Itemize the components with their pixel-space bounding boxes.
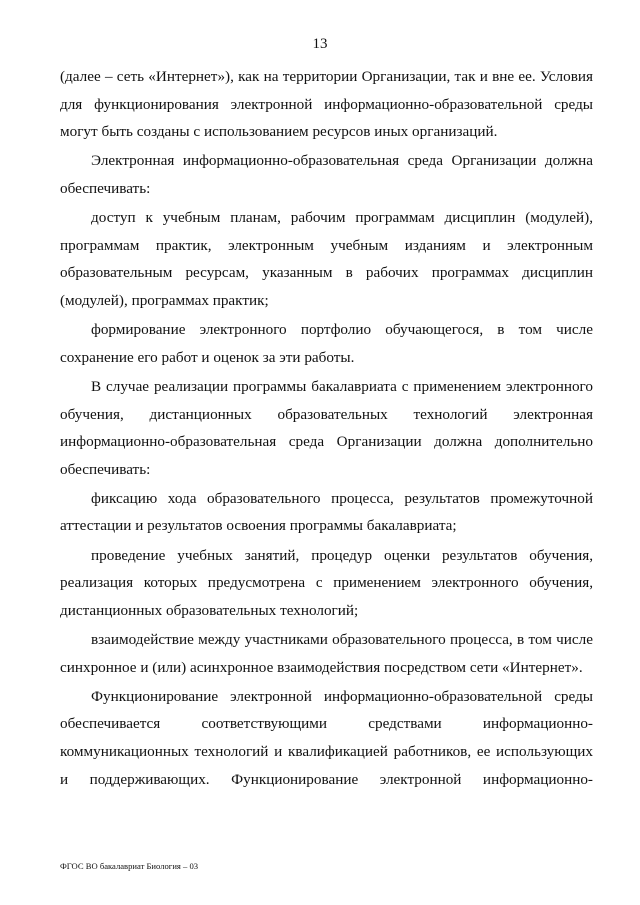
paragraph: (далее – сеть «Интернет»), как на территории Организации, так и вне ее. Условия для функционирования электронной информационно-образовательной среды могут быть созданы с использованием ресурсов иных организаций.: [60, 68, 593, 141]
paragraph: В случае реализации программы бакалавриата с применением электронного обучения, дистанционных образовательных технологий электронная информационно-образовательная среда Организации должна дополнительно обеспечивать:: [60, 377, 593, 478]
paragraph: Функционирование электронной информационно-образовательной среды обеспечивается соответствующими средствами информационно-коммуникационных технологий и квалификацией работников, ее использующих и поддерживающих. Функционирование электронной информационно-: [60, 687, 593, 788]
paragraph: взаимодействие между участниками образовательного процесса, в том числе синхронное и (или) асинхронное взаимодействия посредством сети «Интернет».: [60, 631, 593, 676]
paragraph: фиксацию хода образовательного процесса, результатов промежуточной аттестации и результатов освоения программы бакалавриата;: [60, 489, 593, 535]
paragraph: проведение учебных занятий, процедур оценки результатов обучения, реализация которых предусмотрена с применением электронного обучения, дистанционных образовательных технологий;: [60, 546, 593, 619]
body-text: [60, 63, 593, 793]
footer-note: ФГОС ВО бакалавриат Биология – 03: [60, 861, 199, 871]
paragraph: формирование электронного портфолио обучающегося, в том числе сохранение его работ и оценок за эти работы.: [60, 321, 593, 366]
page-number: 13: [312, 36, 328, 52]
paragraph: доступ к учебным планам, рабочим программам дисциплин (модулей), программам практик, электронным учебным изданиям и электронным образовательным ресурсам, указанным в рабочих программах дисциплин (модулей), программах практик;: [60, 209, 593, 309]
paragraph: Электронная информационно-образовательная среда Организации должна обеспечивать:: [60, 152, 593, 197]
